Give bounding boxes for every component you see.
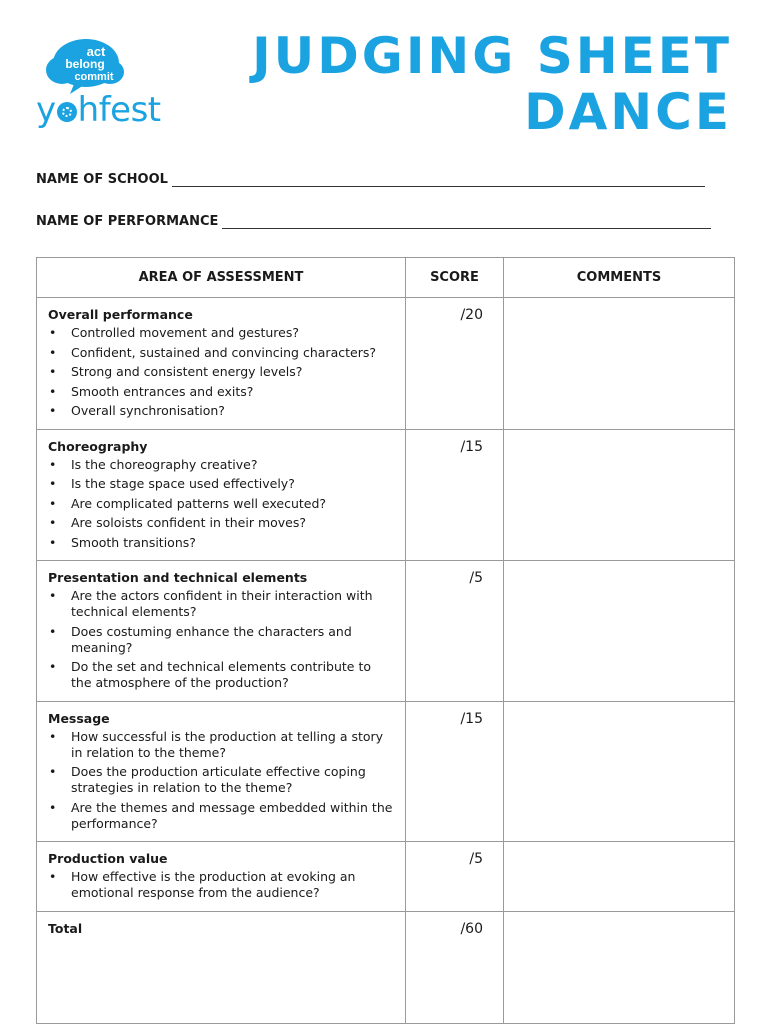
criteria-item: • Does the production articulate effective coping strategies in relation to the theme? — [48, 764, 395, 796]
title-line-1: JUDGING SHEET — [252, 27, 732, 85]
area-cell — [37, 842, 406, 912]
total-row — [37, 911, 735, 1023]
logo-commit-text: commit — [74, 71, 114, 83]
assessment-table — [36, 257, 735, 1024]
comments-cell[interactable] — [504, 842, 735, 912]
criteria-item: • How effective is the production at evoking an emotional response from the audience? — [48, 869, 395, 901]
header-area: AREA OF ASSESSMENT — [37, 258, 406, 298]
comments-cell[interactable] — [504, 298, 735, 430]
globe-icon — [57, 102, 77, 122]
criteria-list — [48, 869, 395, 901]
title-line-2: DANCE — [524, 83, 732, 141]
criteria-item: • Does costuming enhance the characters and meaning? — [48, 624, 395, 656]
area-cell — [37, 429, 406, 561]
header-comments: COMMENTS — [504, 258, 735, 298]
criteria-item: • Smooth entrances and exits? — [48, 384, 395, 400]
performance-name-line[interactable] — [222, 214, 711, 229]
page-title — [252, 28, 732, 140]
score-cell[interactable]: /15 — [406, 701, 504, 842]
logo-belong-text: belong — [65, 57, 105, 71]
criteria-item: • Are complicated patterns well executed? — [48, 496, 395, 512]
score-cell[interactable]: /5 — [406, 561, 504, 702]
school-name-line[interactable] — [172, 172, 705, 187]
criteria-item: • How successful is the production at telling a story in relation to the theme? — [48, 729, 395, 761]
criteria-item: • Is the stage space used effectively? — [48, 476, 395, 492]
criteria-item: • Controlled movement and gestures? — [48, 325, 395, 341]
total-cell — [37, 911, 406, 1023]
performance-name-field[interactable] — [36, 214, 711, 229]
criteria-item: • Do the set and technical elements contribute to the atmosphere of the production? — [48, 659, 395, 691]
table-row — [37, 842, 735, 912]
total-label: Total — [48, 920, 83, 936]
section-title: Production value — [48, 851, 168, 866]
header-score: SCORE — [406, 258, 504, 298]
brand-letter-h: h — [77, 90, 99, 130]
criteria-item: • Are the themes and message embedded within the performance? — [48, 800, 395, 832]
criteria-list — [48, 729, 395, 832]
score-cell[interactable]: /5 — [406, 842, 504, 912]
criteria-list — [48, 457, 395, 551]
yohfest-brand — [36, 90, 161, 130]
comments-cell[interactable] — [504, 429, 735, 561]
area-cell — [37, 298, 406, 430]
criteria-list — [48, 325, 395, 419]
area-cell — [37, 701, 406, 842]
logo-act-text: act — [86, 44, 106, 59]
speech-bubble-icon — [34, 36, 174, 96]
comments-cell[interactable] — [504, 561, 735, 702]
score-cell[interactable]: /20 — [406, 298, 504, 430]
criteria-item: • Is the choreography creative? — [48, 457, 395, 473]
criteria-item: • Confident, sustained and convincing characters? — [48, 345, 395, 361]
section-title: Message — [48, 710, 110, 726]
table-row — [37, 298, 735, 430]
table-header-row — [37, 258, 735, 298]
section-title: Overall performance — [48, 307, 193, 322]
performance-name-label: NAME OF PERFORMANCE — [36, 214, 219, 229]
criteria-item: • Overall synchronisation? — [48, 403, 395, 419]
criteria-list — [48, 588, 395, 691]
criteria-item: • Smooth transitions? — [48, 535, 395, 551]
table-row — [37, 561, 735, 702]
total-score-cell[interactable]: /60 — [406, 911, 504, 1023]
criteria-item: • Are soloists confident in their moves? — [48, 515, 395, 531]
criteria-item: • Are the actors confident in their interaction with technical elements? — [48, 588, 395, 620]
section-title: Presentation and technical elements — [48, 570, 308, 585]
comments-cell[interactable] — [504, 701, 735, 842]
brand-letter-y: y — [36, 90, 56, 130]
table-row — [37, 429, 735, 561]
school-name-field[interactable] — [36, 172, 705, 187]
school-name-label: NAME OF SCHOOL — [36, 172, 168, 187]
section-title: Choreography — [48, 438, 148, 454]
area-cell — [37, 561, 406, 702]
criteria-item: • Strong and consistent energy levels? — [48, 364, 395, 380]
table-row — [37, 701, 735, 842]
total-comments-cell[interactable] — [504, 911, 735, 1023]
brand-fest: fest — [98, 90, 161, 130]
score-cell[interactable]: /15 — [406, 429, 504, 561]
